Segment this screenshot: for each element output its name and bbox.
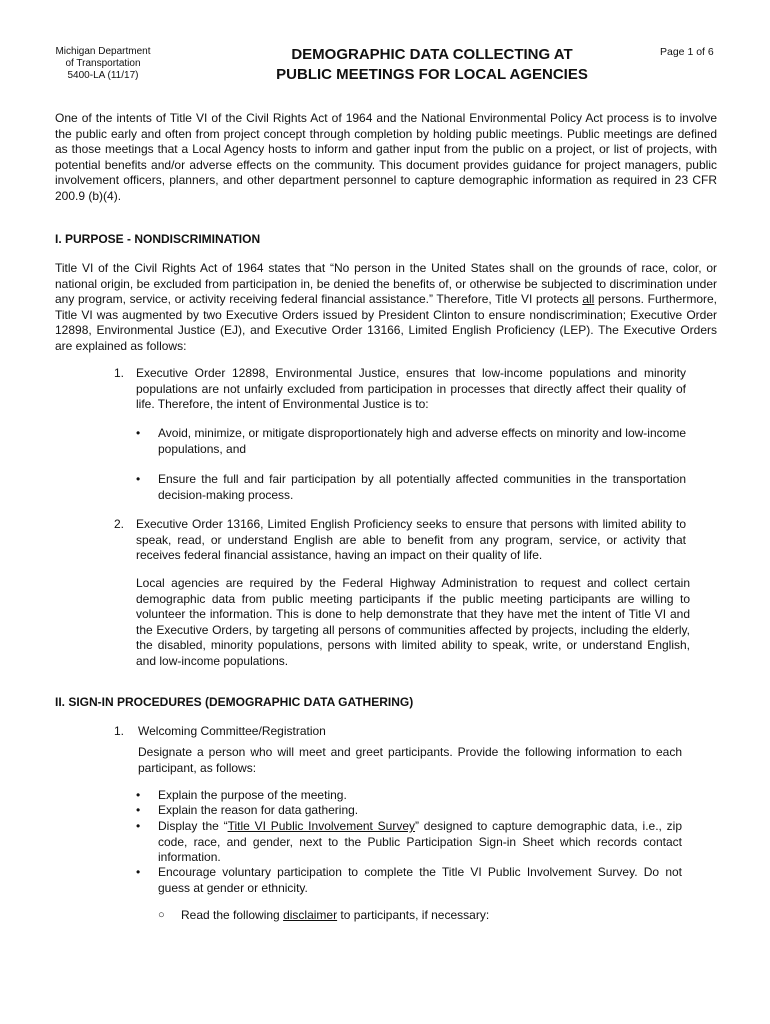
section-1-heading: I. PURPOSE - NONDISCRIMINATION <box>55 232 261 246</box>
bullet-explain-reason: Explain the reason for data gathering. <box>158 803 359 817</box>
ej-bullet-avoid: Avoid, minimize, or mitigate disproportionately high and adverse effects on minority and low-income populations, and <box>158 426 686 456</box>
welcoming-title: Welcoming Committee/Registration <box>138 724 326 738</box>
welcoming-number: 1. <box>114 724 125 738</box>
intro-paragraph: One of the intents of Title VI of the Civil Rights Act of 1964 and the National Environmental Policy Act process is to involve the public early and often from project concept through completion by holding public meetings. Public meetings are defined as those meetings that a Local Agency hosts to inform and gather input from the public on a project, or list of projects, with potential benefits and/or adverse effects on the community. This document provides guidance for project managers, public involvement officers, planners, and other department personnel to capture demographic information as required in 23 CFR 200.9 (b)(4). <box>55 111 717 203</box>
eo-12898-number: 1. <box>114 366 125 380</box>
title-vi-text-1: Title VI of the Civil Rights Act of 1964 states that “No person in the United States shall on the grounds of race, color, or national origin, be excluded from participation in, be denied the benefits of, or otherwise be subjected to discrimination under any program, service, or activity receiving federal financial assistance.” Therefore, Title VI protects <box>55 261 717 307</box>
bullet-marker: • <box>136 788 141 802</box>
form-number: 5400-LA (11/17) <box>67 70 139 81</box>
display-text-1: Display the “ <box>158 819 228 833</box>
page-number: Page 1 of 6 <box>660 46 714 58</box>
title-vi-text-2: persons. Furthermore, Title VI was augmented by two Executive Orders issued by President Clinton to ensure nondiscrimination; Executive Order 12898, Environmental Justice (EJ), and Executive Order 13166, Limited English Proficiency (LEP). The Executive Orders are explained as follows: <box>55 292 718 353</box>
document-title <box>250 45 614 85</box>
agency-block <box>50 46 156 82</box>
disclaimer-link[interactable]: disclaimer <box>283 908 338 922</box>
bullet-marker: • <box>136 865 141 879</box>
bullet-display-survey <box>158 819 682 866</box>
eo-13166-paragraph: Executive Order 13166, Limited English Proficiency seeks to ensure that persons with limited ability to speak, read, or understand English are able to benefit from any program, service, or activity that receives federal financial assistance, having an impact on their quality of life. <box>136 517 686 563</box>
section-2-heading: II. SIGN-IN PROCEDURES (DEMOGRAPHIC DATA GATHERING) <box>55 695 414 709</box>
title-line-1: DEMOGRAPHIC DATA COLLECTING AT <box>291 46 573 63</box>
bullet-marker: • <box>136 803 141 817</box>
all-emphasis: all <box>582 292 595 307</box>
eo-12898-paragraph: Executive Order 12898, Environmental Justice, ensures that low-income populations and minority populations are not unfairly excluded from participation in processes that directly affect their quality of life. Therefore, the intent of Environmental Justice is to: <box>136 366 686 412</box>
agency-line-1: Michigan Department <box>55 46 151 57</box>
survey-title-link[interactable]: Title VI Public Involvement Survey <box>227 819 416 833</box>
disclaimer-text-1: Read the following <box>181 908 284 922</box>
bullet-explain-purpose: Explain the purpose of the meeting. <box>158 788 347 802</box>
bullet-marker: • <box>136 819 141 833</box>
disclaimer-text-2: to participants, if necessary: <box>337 908 490 922</box>
bullet-encourage-participation: Encourage voluntary participation to complete the Title VI Public Involvement Survey. Do not guess at gender or ethnicity. <box>158 865 682 895</box>
bullet-marker: • <box>136 426 141 440</box>
local-agencies-paragraph: Local agencies are required by the Federal Highway Administration to request and collect certain demographic data from public meeting participants if the public meeting participants are willing to volunteer the information. This is done to help demonstrate that they have met the intent of Title VI and the Executive Orders, by targeting all persons of communities affected by projects, including the elderly, the disabled, minority populations, persons with limited ability to speak, write, or understand English, and low-income populations. <box>136 576 690 668</box>
bullet-marker: • <box>136 472 141 486</box>
ej-bullet-ensure: Ensure the full and fair participation by all potentially affected communities in the transportation decision-making process. <box>158 472 686 502</box>
circle-bullet-marker: ○ <box>158 909 165 921</box>
welcoming-paragraph: Designate a person who will meet and greet participants. Provide the following information to each participant, as follows: <box>138 745 682 775</box>
title-vi-paragraph <box>55 261 717 355</box>
agency-line-2: of Transportation <box>65 58 141 69</box>
display-text-2: ” designed to capture demographic data, i.e., zip code, race, and gender, next to the Public Participation Sign-in Sheet which records contact information. <box>158 819 682 865</box>
eo-13166-number: 2. <box>114 517 125 531</box>
title-line-2: PUBLIC MEETINGS FOR LOCAL AGENCIES <box>276 66 588 83</box>
disclaimer-instruction <box>181 908 681 924</box>
